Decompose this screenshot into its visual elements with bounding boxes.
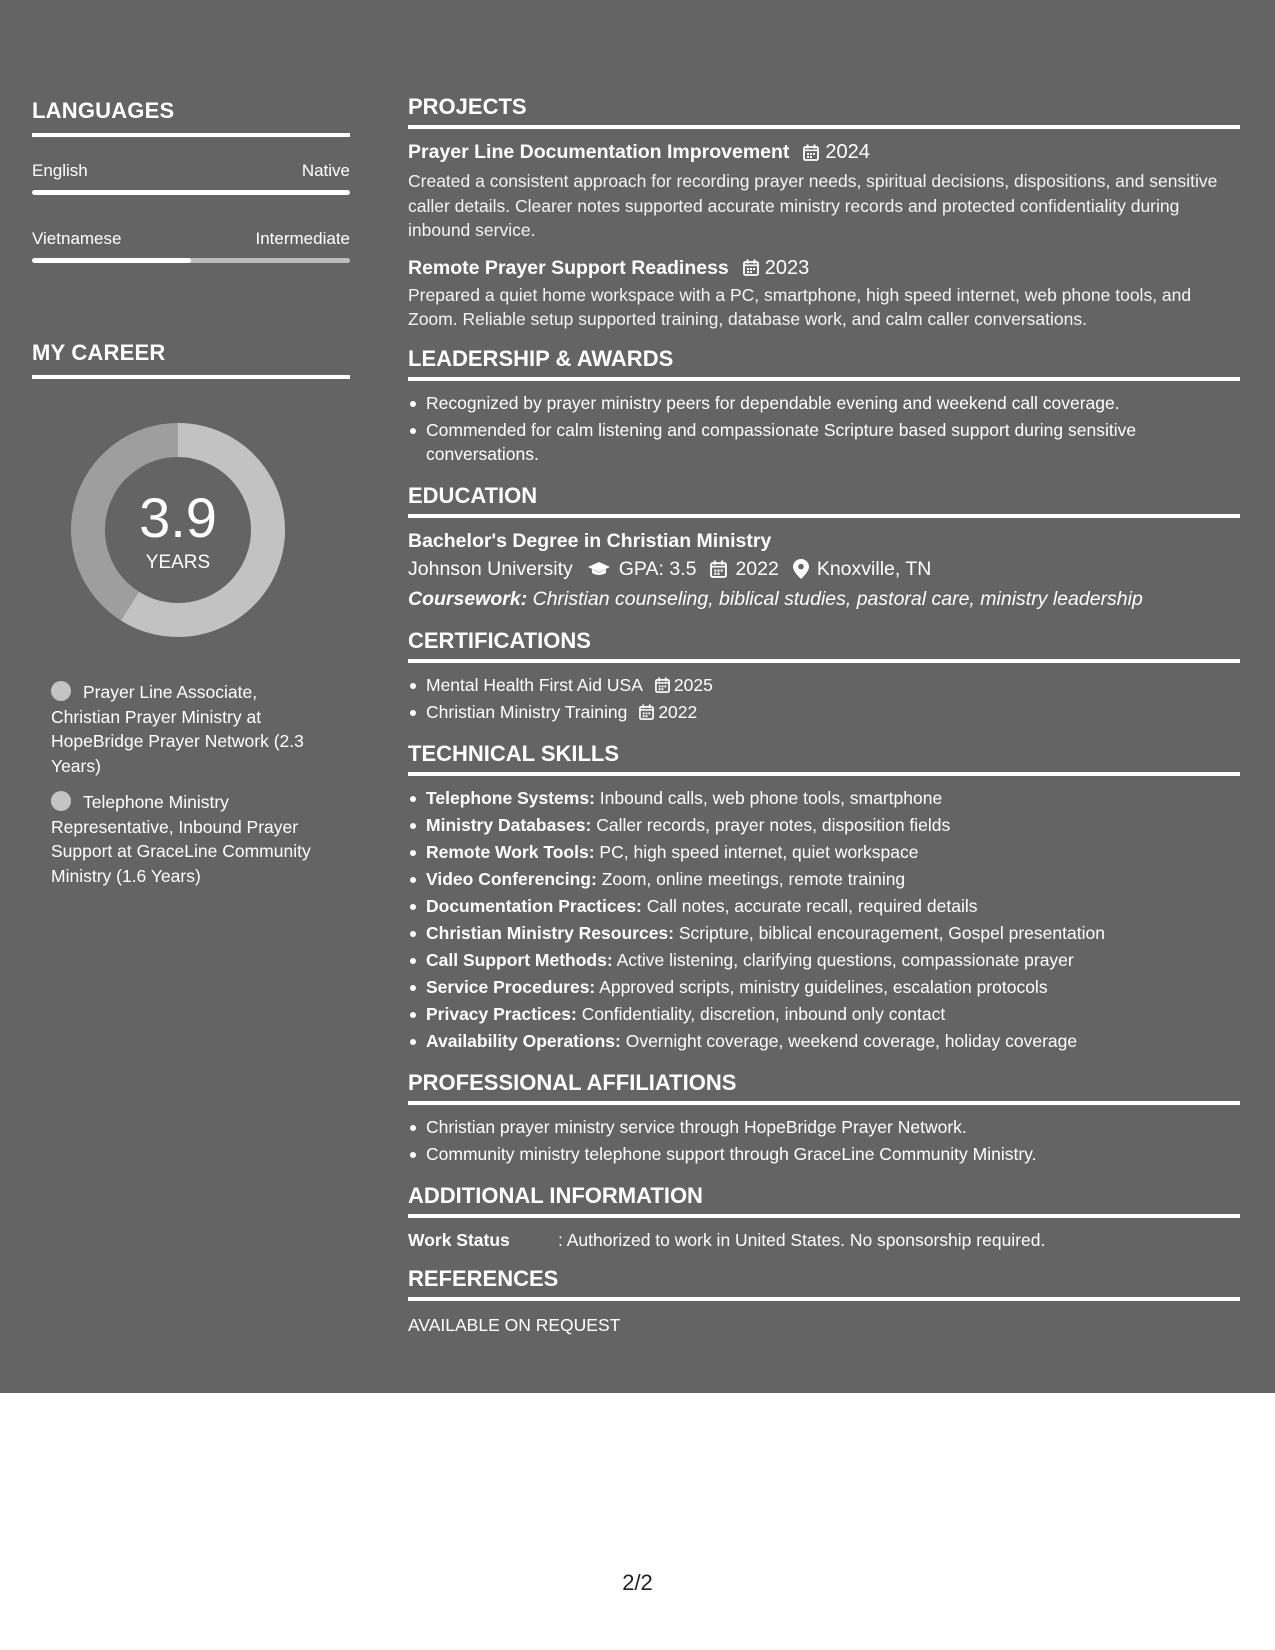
list-item xyxy=(408,673,1240,698)
coursework-label: Coursework: xyxy=(408,588,528,610)
skill-value: PC, high speed internet, quiet workspace xyxy=(599,842,919,862)
language-proficiency-fill xyxy=(32,258,191,263)
skill-value: Scripture, biblical encouragement, Gospel presentation xyxy=(678,923,1105,943)
calendar-icon xyxy=(803,144,819,161)
skill-item xyxy=(408,921,1240,946)
project-year: 2023 xyxy=(764,256,810,279)
education-gpa: GPA: 3.5 xyxy=(618,558,697,580)
certifications-list xyxy=(408,673,1240,725)
skill-item xyxy=(408,813,1240,838)
list-item: Commended for calm listening and compassionate Scripture based support during sensitive conversations. xyxy=(408,418,1240,467)
skill-label: Ministry Databases: xyxy=(426,815,592,835)
bullet-dot-icon xyxy=(51,791,71,811)
affiliations-title: PROFESSIONAL AFFILIATIONS xyxy=(408,1070,737,1095)
skill-value: Zoom, online meetings, remote training xyxy=(601,869,906,889)
list-item: Community ministry telephone support through GraceLine Community Ministry. xyxy=(408,1142,1240,1167)
skill-value: Caller records, prayer notes, disposition fields xyxy=(596,815,951,835)
section-divider xyxy=(408,1297,1240,1301)
skill-label: Telephone Systems: xyxy=(426,788,595,808)
project-description: Created a consistent approach for recording prayer needs, spiritual decisions, dispositions, and sensitive caller details. Clearer notes supported accurate ministry records and protected confidentiality during inbound service. xyxy=(408,171,1218,240)
education-details xyxy=(408,554,1240,584)
section-divider xyxy=(408,1214,1240,1218)
career-donut-chart xyxy=(66,418,290,642)
education-year: 2022 xyxy=(735,558,779,580)
section-divider xyxy=(408,514,1240,518)
languages-section xyxy=(32,98,350,263)
language-row xyxy=(32,161,350,181)
calendar-icon xyxy=(655,677,670,693)
language-proficiency-bar xyxy=(32,190,350,195)
work-status-label: Work Status xyxy=(408,1230,510,1250)
certification-year: 2025 xyxy=(673,675,713,695)
leadership-title: LEADERSHIP & AWARDS xyxy=(408,345,674,371)
language-name: Vietnamese xyxy=(32,229,122,248)
skill-item xyxy=(408,975,1240,1000)
skill-label: Availability Operations: xyxy=(426,1031,621,1051)
graduation-cap-icon xyxy=(587,561,611,577)
section-divider xyxy=(408,772,1240,776)
skill-value: Overnight coverage, weekend coverage, holiday coverage xyxy=(625,1031,1078,1051)
career-section xyxy=(32,340,350,886)
references-text: AVAILABLE ON REQUEST xyxy=(408,1315,621,1335)
career-years-unit: YEARS xyxy=(145,552,211,573)
certification-name: Christian Ministry Training xyxy=(426,702,628,722)
skill-value: Inbound calls, web phone tools, smartphone xyxy=(599,788,943,808)
career-role-list xyxy=(51,680,331,900)
skill-item xyxy=(408,894,1240,919)
project-heading xyxy=(408,139,1240,165)
calendar-icon xyxy=(710,560,727,578)
skill-value: Approved scripts, ministry guidelines, escalation protocols xyxy=(599,977,1048,997)
skill-label: Documentation Practices: xyxy=(426,896,642,916)
certification-year: 2022 xyxy=(658,702,698,722)
skill-item xyxy=(408,1029,1240,1054)
skill-label: Video Conferencing: xyxy=(426,869,597,889)
education-coursework xyxy=(408,584,1240,614)
additional-info-title: ADDITIONAL INFORMATION xyxy=(408,1183,703,1208)
skill-label: Privacy Practices: xyxy=(426,1004,577,1024)
certification-name: Mental Health First Aid USA xyxy=(426,675,643,695)
affiliations-list xyxy=(408,1115,1240,1167)
skill-label: Remote Work Tools: xyxy=(426,842,595,862)
leadership-list xyxy=(408,391,1240,467)
calendar-icon xyxy=(743,259,759,276)
section-divider xyxy=(408,125,1240,129)
skill-item xyxy=(408,786,1240,811)
career-title: MY CAREER xyxy=(32,340,166,365)
skill-item xyxy=(408,840,1240,865)
career-role-item xyxy=(51,790,331,888)
skill-item xyxy=(408,948,1240,973)
language-proficiency-bar xyxy=(32,258,350,263)
skill-item xyxy=(408,867,1240,892)
language-row xyxy=(32,229,350,249)
coursework-text: Christian counseling, biblical studies, pastoral care, ministry leadership xyxy=(532,588,1143,610)
project-name: Remote Prayer Support Readiness xyxy=(408,256,729,279)
education-location: Knoxville, TN xyxy=(816,558,932,580)
section-divider xyxy=(408,377,1240,381)
education-school: Johnson University xyxy=(408,558,573,580)
language-proficiency-fill xyxy=(32,190,350,195)
section-divider xyxy=(32,375,350,379)
skill-label: Christian Ministry Resources: xyxy=(426,923,674,943)
section-divider xyxy=(32,133,350,137)
skill-item xyxy=(408,1002,1240,1027)
skill-value: Active listening, clarifying questions, compassionate prayer xyxy=(616,950,1074,970)
bullet-dot-icon xyxy=(51,681,71,701)
career-role-item xyxy=(51,680,331,778)
calendar-icon xyxy=(639,704,654,720)
project-description: Prepared a quiet home workspace with a PC, smartphone, high speed internet, web phone tools, and Zoom. Reliable setup supported training, database work, and calm caller conversations. xyxy=(408,284,1192,329)
skill-value: Call notes, accurate recall, required details xyxy=(646,896,978,916)
skill-label: Call Support Methods: xyxy=(426,950,613,970)
career-role-text: Prayer Line Associate, Christian Prayer Ministry at HopeBridge Prayer Network (2.3 Years) xyxy=(51,682,304,776)
work-status-value: : Authorized to work in United States. No sponsorship required. xyxy=(558,1230,1046,1250)
education-title: EDUCATION xyxy=(408,483,538,508)
skills-title: TECHNICAL SKILLS xyxy=(408,741,620,766)
list-item: Christian prayer ministry service through HopeBridge Prayer Network. xyxy=(408,1115,1240,1140)
references-title: REFERENCES xyxy=(408,1266,559,1291)
project-name: Prayer Line Documentation Improvement xyxy=(408,141,790,163)
projects-title: PROJECTS xyxy=(408,94,527,119)
skill-value: Confidentiality, discretion, inbound only contact xyxy=(581,1004,946,1024)
main-column xyxy=(408,94,1240,1337)
list-item: Recognized by prayer ministry peers for dependable evening and weekend call coverage. xyxy=(408,391,1240,416)
page-number: 2/2 xyxy=(622,1570,653,1595)
project-year: 2024 xyxy=(825,141,870,163)
career-role-text: Telephone Ministry Representative, Inbound Prayer Support at GraceLine Community Ministry (1.6 Years) xyxy=(51,792,311,886)
language-level: Native xyxy=(301,161,350,180)
education-degree: Bachelor's Degree in Christian Ministry xyxy=(408,530,772,552)
skill-label: Service Procedures: xyxy=(426,977,596,997)
section-divider xyxy=(408,1101,1240,1105)
list-item xyxy=(408,700,1240,725)
languages-title: LANGUAGES xyxy=(32,98,175,123)
location-pin-icon xyxy=(793,559,809,579)
section-divider xyxy=(408,659,1240,663)
project-heading xyxy=(408,255,1240,281)
skills-list xyxy=(408,786,1240,1054)
career-total-years: 3.9 xyxy=(139,486,217,549)
language-level: Intermediate xyxy=(255,229,350,248)
additional-info-row xyxy=(408,1228,1240,1252)
certifications-title: CERTIFICATIONS xyxy=(408,628,591,653)
language-name: English xyxy=(32,161,88,180)
